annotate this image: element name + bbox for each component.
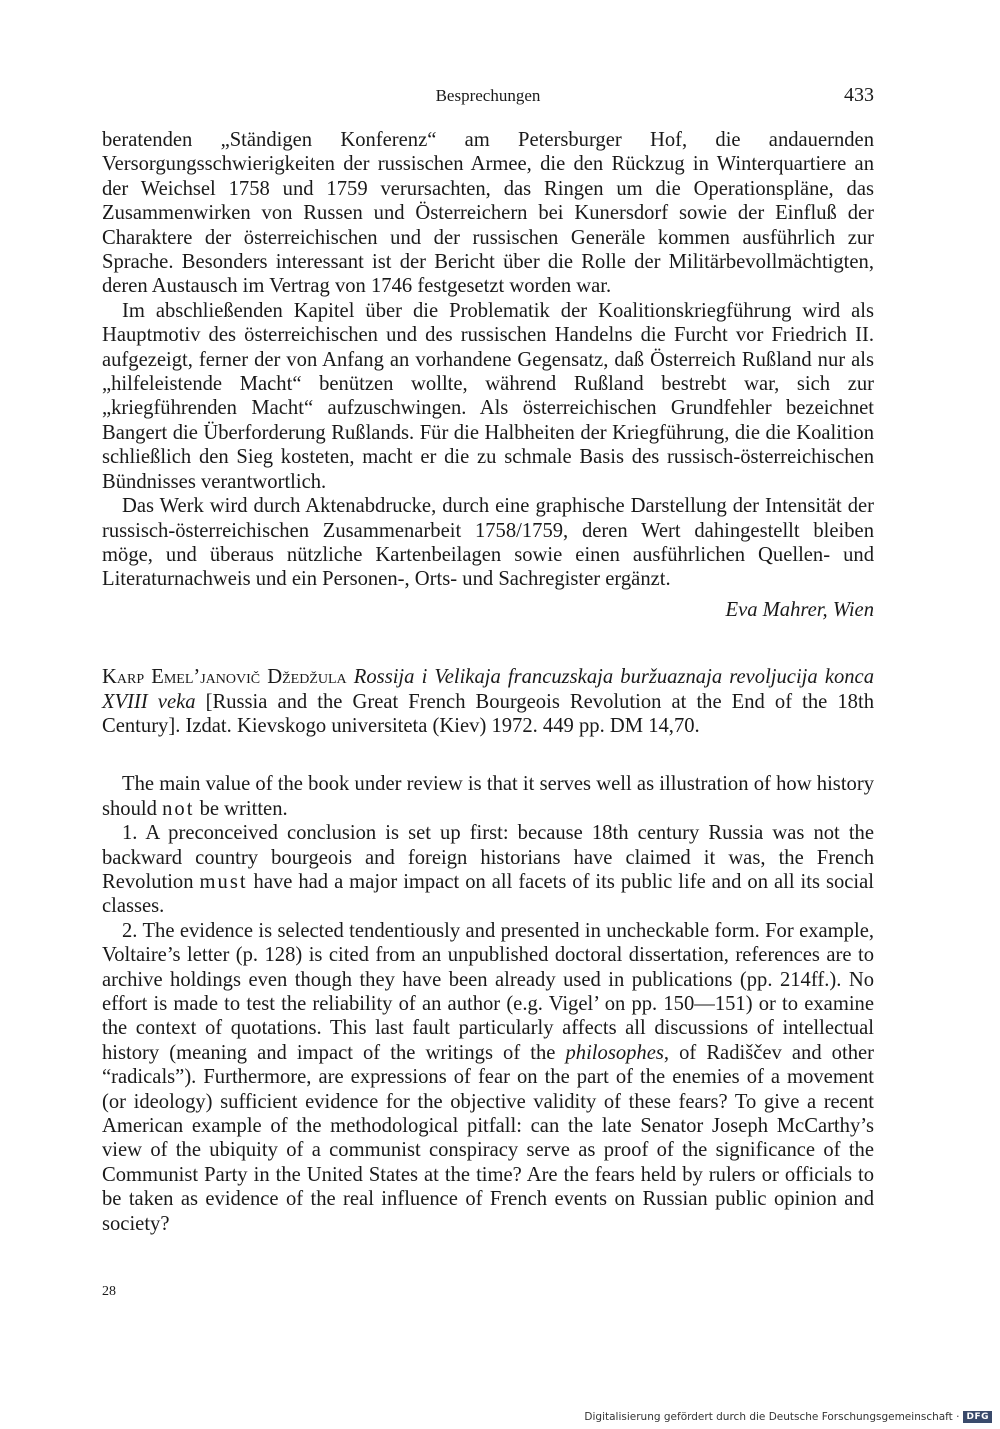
paragraph-continuation: beratenden „Ständigen Konferenz“ am Petersburger Hof, die andauernden Versorgungsschwierigkeiten der russischen Armee, die den Rückzug in Winterquartiere an der Weichsel 1758 und 1759 verursachten, das Ringen um die Operationspläne, das Zusammenwirken von Russen und Österreichern bei Kunersdorf sowie der Einfluß der Charaktere der österreichischen und der russischen Generäle kommen ausführlich zur Sprache. Besonders interessant ist der Bericht über die Rolle der Militärbevollmächtigten, deren Austausch im Vertrag von 1746 festgesetzt worden war.: [102, 129, 874, 298]
review-point-1: [102, 821, 874, 919]
book-title: Rossija i Velikaja francuzskaja buržuaznaja revoljucija konca XVIII veka: [102, 666, 874, 713]
emphasis-must: must: [199, 870, 248, 893]
dfg-logo: DFG: [963, 1411, 992, 1423]
point-2-text: 2. The evidence is selected tendentiously and presented in uncheckable form. For example, Voltaire’s letter (p. 128) is cited from an unpublished doctoral dissertation, references are to archive holdings even though they have been already used in publications (pp. 214ff.). No effort is made to test the reliability of an author (e.g. Vigel’ on pp. 150—151) or to examine the context of quotations. This last fault particularly affects all discussions of intellectual history (meaning and impact of the writings of the: [102, 919, 874, 1064]
review-citation: [102, 665, 874, 738]
text-column: [102, 128, 874, 1236]
page-number: 433: [844, 84, 874, 106]
point-1-text: 1. A preconceived conclusion is set up first: because 18th century Russia was not the backward country bourgeois and foreign historians have claimed it was, the French Revolution: [102, 822, 874, 893]
book-details: [Russia and the Great French Bourgeois Revolution at the End of the 18th Century]. Izdat. Kievskogo universiteta (Kiev) 1972. 449 pp. DM 14,70.: [102, 690, 874, 737]
signature-number: 28: [102, 1284, 116, 1299]
review-intro-text-end: be written.: [199, 797, 288, 820]
review-point-2: [102, 919, 874, 1236]
review-signature: Eva Mahrer, Wien: [725, 598, 874, 621]
point-2-text-end: , of Radiščev and other “radicals”). Furthermore, are expressions of fear on the part of the enemies of a movement (or ideology) sufficient evidence for the objective validity of these fears? To give a recent American example of the methodological pitfall: can the late Senator Joseph McCarthy’s view of the ubiquity of a communist conspiracy serve as proof of the significance of the Communist Party in the United States at the time? Are the fears held by rulers or officials to be taken as evidence of the real influence of French events on Russian public opinion and society?: [102, 1041, 874, 1235]
emphasis-not: not: [162, 797, 195, 820]
digitization-note: Digitalisierung gefördert durch die Deutsche Forschungsgemeinschaft ·: [584, 1411, 960, 1423]
book-author: Karp Emel’janovič Džedžula: [102, 666, 347, 689]
philosophes-italic: philosophes: [565, 1041, 664, 1064]
paragraph-appendices: Das Werk wird durch Aktenabdrucke, durch eine graphische Darstellung der Intensität der russisch-österreichischen Zusammenarbeit 1758/1759, deren Wert dahingestellt bleiben möge, und überaus nützliche Kartenbeilagen sowie einen ausführlichen Quellen- und Literaturnachweis und ein Personen-, Orts- und Sachregister ergänzt.: [102, 495, 874, 591]
review-intro: [102, 772, 874, 821]
running-title: Besprechungen: [435, 86, 541, 105]
paragraph-final-chapter: Im abschließenden Kapitel über die Problematik der Koalitionskriegführung wird als Hauptmotiv des österreichischen und des russischen Handelns die Furcht vor Friedrich II. aufgezeigt, ferner der von Anfang an vorhandene Gegensatz, daß Österreich Rußland nur als „hilfeleistende Macht“ benützen wollte, während Rußland bestrebt war, sich zur „kriegführenden Macht“ aufzuschwingen. Als österreichischen Grundfehler bezeichnet Bangert die Überforderung Rußlands. Für die Halbheiten der Kriegführung, die die Koalition schließlich den Sieg kosteten, macht er die zu schmale Basis des russisch-österreichischen Bündnisses verantwortlich.: [102, 299, 874, 493]
digitization-footer: [584, 1411, 992, 1423]
point-1-text-end: have had a major impact on all facets of its public life and on all its social classes.: [102, 870, 874, 918]
review-intro-text: The main value of the book under review is that it serves well as illustration of how history should: [102, 773, 874, 820]
page-header: [102, 86, 874, 112]
